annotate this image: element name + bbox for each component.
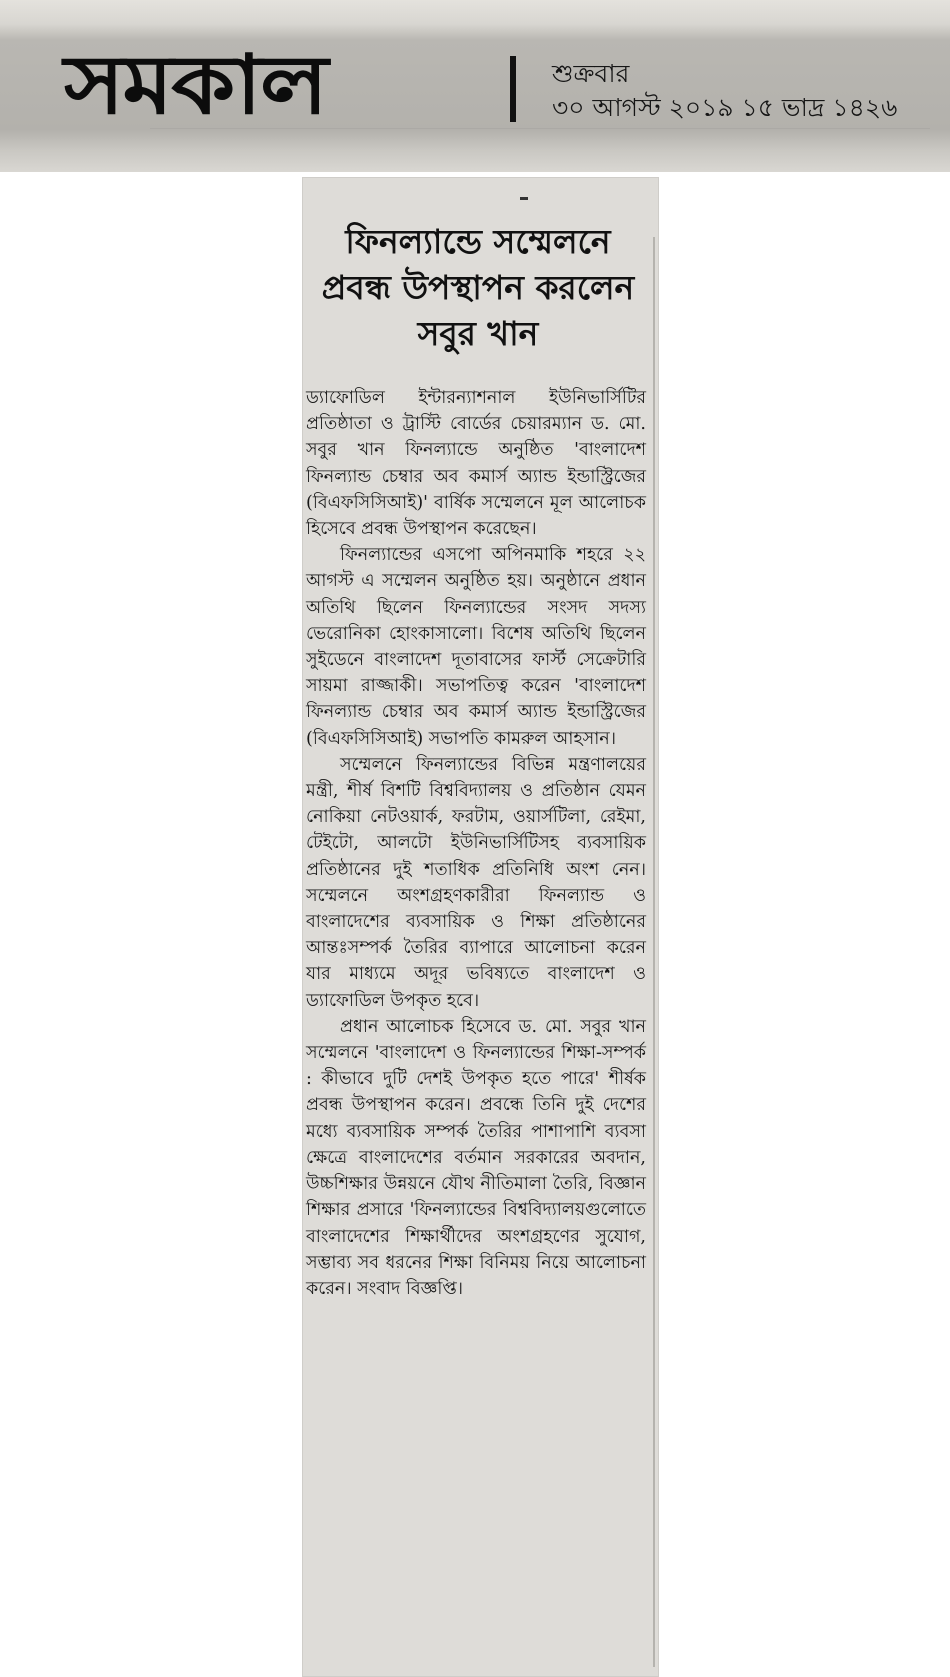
article-body — [306, 385, 646, 1302]
masthead — [0, 0, 950, 172]
column-rule — [653, 237, 655, 1667]
article-headline: ফিনল্যান্ডে সম্মেলনে প্রবন্ধ উপস্থাপন করলেন সবুর খান — [321, 222, 635, 353]
newspaper-logo: সমকাল — [64, 37, 327, 133]
article-paragraph: ফিনল্যান্ডের এসপো অপিনমাকি শহরে ২২ আগস্ট এ সম্মেলন অনুষ্ঠিত হয়। অনুষ্ঠানে প্রধান অতিথি ছিলেন ফিনল্যান্ডের সংসদ সদস্য ভেরোনিকা হোংকাসালো। বিশেষ অতিথি ছিলেন সুইডেনে বাংলাদেশ দূতাবাসের ফার্স্ট সেক্রেটারি সায়মা রাজ্জাকী। সভাপতিত্ব করেন 'বাংলাদেশ ফিনল্যান্ড চেম্বার অব কমার্স অ্যান্ড ইন্ডাস্ট্রিজের (বিএফসিসিআই) সভাপতি কামরুল আহসান। — [306, 545, 646, 749]
bleed-through-text — [150, 128, 930, 169]
article-paragraph: সম্মেলনে ফিনল্যান্ডের বিভিন্ন মন্ত্রণালয়ের মন্ত্রী, শীর্ষ বিশটি বিশ্ববিদ্যালয় ও প্রতিষ্ঠান যেমন নোকিয়া নেটওয়ার্ক, ফরটাম, ওয়ার্সটিলা, রেইমা, টেইটো, আলটো ইউনিভার্সিটিসহ ব্যবসায়িক প্রতিষ্ঠানের দুই শতাধিক প্রতিনিধি অংশ নেন। সম্মেলনে অংশগ্রহণকারীরা ফিনল্যান্ড ও বাংলাদেশের ব্যবসায়িক ও শিক্ষা প্রতিষ্ঠানের আন্তঃসম্পর্ক তৈরির ব্যাপারে আলোচনা করেন যার মাধ্যমে অদূর ভবিষ্যতে বাংলাদেশ ও ড্যাফোডিল উপকৃত হবে। — [306, 754, 646, 1011]
scan-mark — [520, 197, 528, 200]
masthead-divider — [510, 56, 516, 122]
masthead-day: শুক্রবার — [552, 59, 630, 88]
article-clipping — [302, 177, 659, 1677]
article-paragraph: ড্যাফোডিল ইন্টারন্যাশনাল ইউনিভার্সিটির প্রতিষ্ঠাতা ও ট্রাস্টি বোর্ডের চেয়ারম্যান ড. মো. সবুর খান ফিনল্যান্ডে অনুষ্ঠিত 'বাংলাদেশ ফিনল্যান্ড চেম্বার অব কমার্স অ্যান্ড ইন্ডাস্ট্রিজের (বিএফসিসিআই)' বার্ষিক সম্মেলনে মূল আলোচক হিসেবে প্রবন্ধ উপস্থাপন করেছেন। — [306, 388, 646, 540]
masthead-date: ৩০ আগস্ট ২০১৯ ১৫ ভাদ্র ১৪২৬ — [552, 93, 898, 122]
article-paragraph: প্রধান আলোচক হিসেবে ড. মো. সবুর খান সম্মেলনে 'বাংলাদেশ ও ফিনল্যান্ডের শিক্ষা-সম্পর্ক : কীভাবে দুটি দেশই উপকৃত হতে পারে' শীর্ষক প্রবন্ধ উপস্থাপন করেন। প্রবন্ধে তিনি দুই দেশের মধ্যে ব্যবসায়িক সম্পর্ক তৈরির পাশাপাশি ব্যবসা ক্ষেত্রে বাংলাদেশের বর্তমান সরকারের অবদান, উচ্চশিক্ষার উন্নয়নে যৌথ নীতিমালা তৈরি, বিজ্ঞান শিক্ষার প্রসারে 'ফিনল্যান্ডের বিশ্ববিদ্যালয়গুলোতে বাংলাদেশের শিক্ষার্থীদের অংশগ্রহণের সুযোগ, সম্ভাব্য সব ধরনের শিক্ষা বিনিময় নিয়ে আলোচনা করেন। সংবাদ বিজ্ঞপ্তি। — [306, 1016, 646, 1299]
